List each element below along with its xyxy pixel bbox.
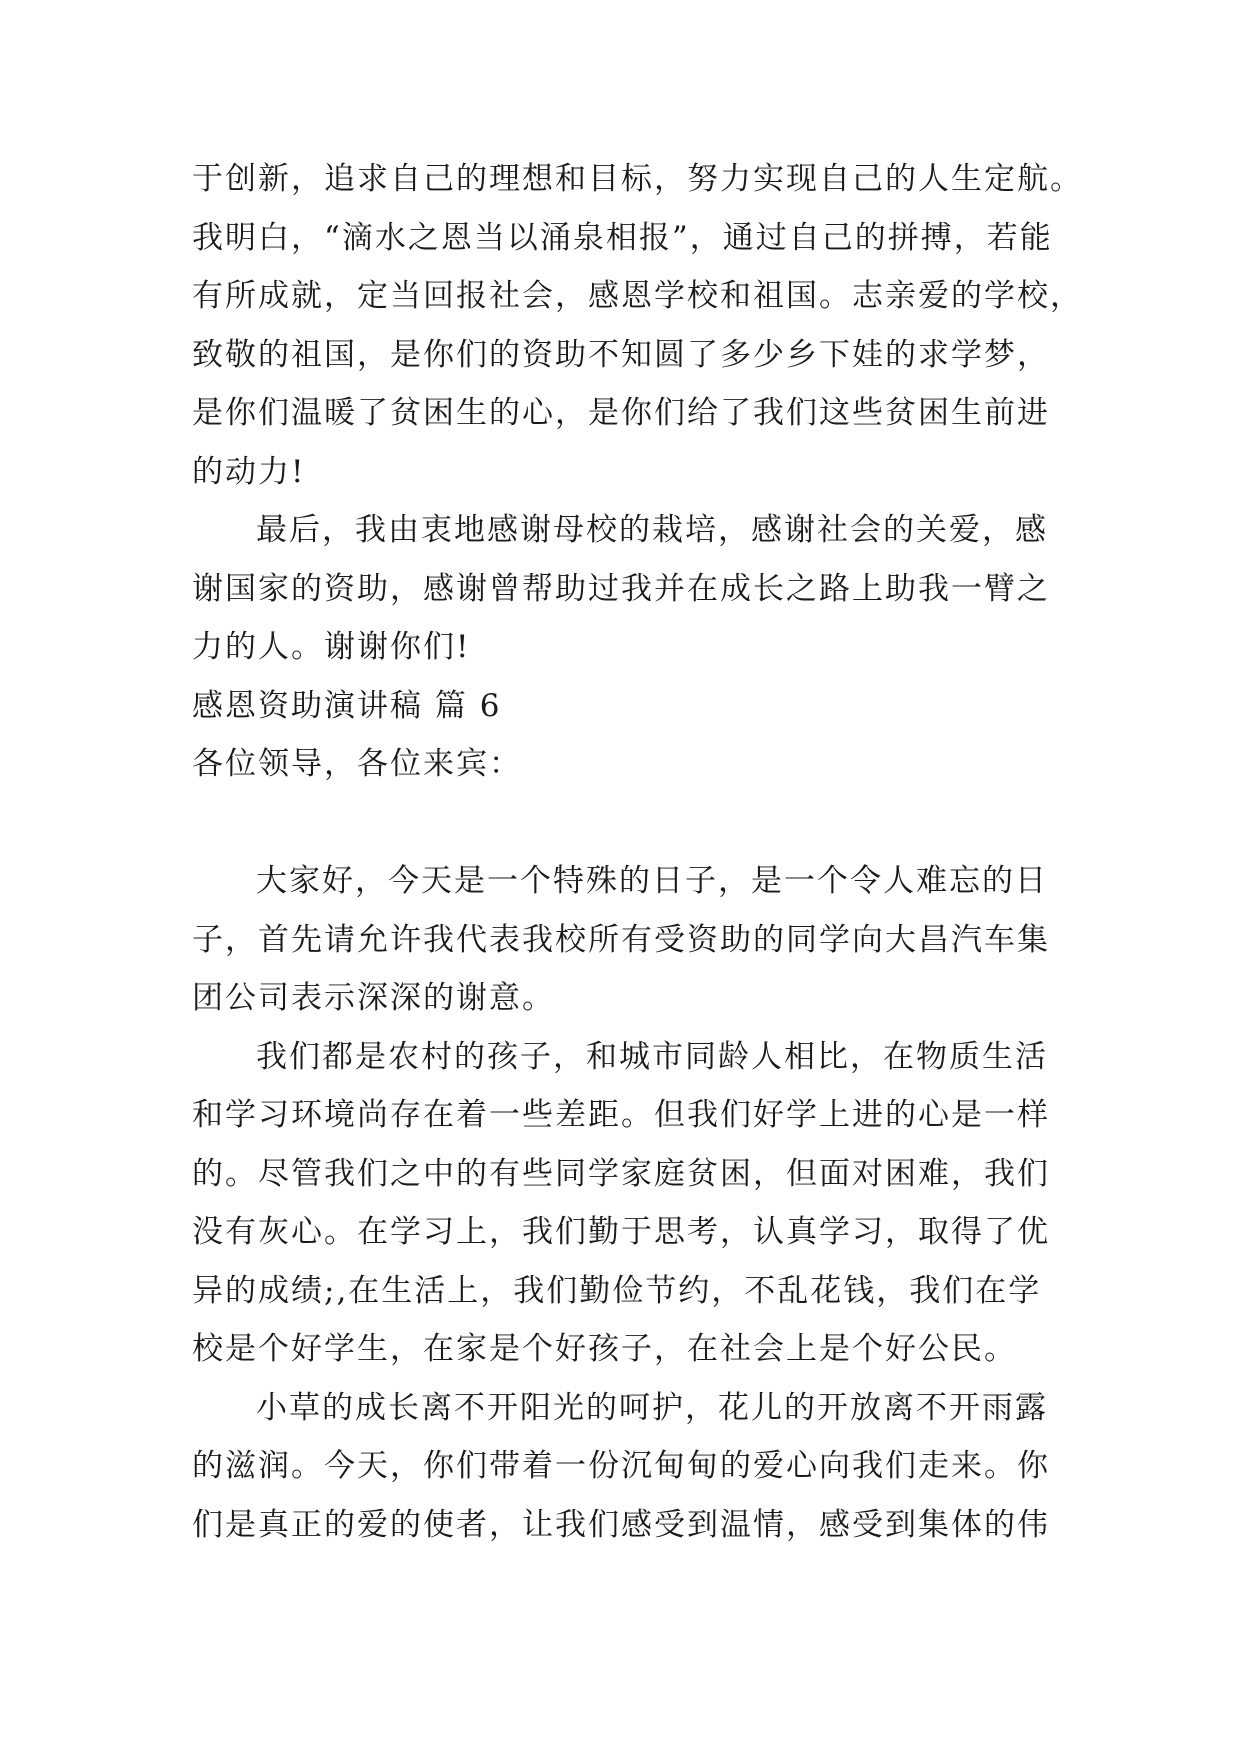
text-line: 团公司表示深深的谢意。 bbox=[192, 980, 555, 1016]
text-line: 的动力! bbox=[192, 453, 306, 490]
text-line: 小草的成长离不开阳光的呵护，花儿的开放离不开雨露 bbox=[256, 1389, 1048, 1426]
text-line: 致敬的祖国，是你们的资助不知圆了多少乡下娃的求学梦， bbox=[192, 336, 1050, 373]
text-line: 是你们温暖了贫困生的心，是你们给了我们这些贫困生前进 bbox=[192, 395, 1050, 431]
text-line: 没有灰心。在学习上，我们勤于思考，认真学习，取得了优 bbox=[192, 1214, 1050, 1250]
text-line: 最后，我由衷地感谢母校的栽培，感谢社会的关爱，感 bbox=[256, 512, 1048, 548]
text-line: 谢国家的资助，感谢曾帮助过我并在成长之路上助我一臂之 bbox=[192, 570, 1050, 607]
text-line: 大家好，今天是一个特殊的日子，是一个令人难忘的日 bbox=[256, 863, 1048, 899]
paragraph-3 bbox=[192, 852, 1072, 1028]
text-line: 子，首先请允许我代表我校所有受资助的同学向大昌汽车集 bbox=[192, 921, 1050, 958]
paragraph-2 bbox=[192, 501, 1072, 677]
paragraph-1 bbox=[192, 150, 1083, 501]
text-line: 有所成就，定当回报社会，感恩学校和祖国。志亲爱的学校， bbox=[192, 278, 1083, 314]
text-line: 校是个好学生，在家是个好孩子，在社会上是个好公民。 bbox=[192, 1331, 1017, 1367]
text-line: 于创新，追求自己的理想和目标，努力实现自己的人生定航。 bbox=[192, 161, 1083, 197]
text-line: 们是真正的爱的使者，让我们感受到温情，感受到集体的伟 bbox=[192, 1506, 1050, 1543]
salutation: 各位领导，各位来宾： bbox=[192, 746, 522, 782]
text-line: 力的人。谢谢你们! bbox=[192, 629, 471, 665]
text-line: 我明白，“滴水之恩当以涌泉相报”，通过自己的拼搏，若能 bbox=[192, 219, 1053, 256]
document-body bbox=[192, 150, 1083, 1554]
text-line: 的。尽管我们之中的有些同学家庭贫困，但面对困难，我们 bbox=[192, 1155, 1050, 1192]
paragraph-4 bbox=[192, 1028, 1072, 1379]
text-line: 我们都是农村的孩子，和城市同龄人相比，在物质生活 bbox=[256, 1038, 1048, 1075]
paragraph-5 bbox=[192, 1379, 1072, 1555]
text-line: 的滋润。今天，你们带着一份沉甸甸的爱心向我们走来。你 bbox=[192, 1448, 1050, 1484]
text-line: 异的成绩;,在生活上，我们勤俭节约，不乱花钱，我们在学 bbox=[192, 1272, 1042, 1309]
text-line: 和学习环境尚存在着一些差距。但我们好学上进的心是一样 bbox=[192, 1097, 1050, 1133]
blank-line bbox=[192, 794, 1072, 853]
section-title: 感恩资助演讲稿 篇 6 bbox=[192, 687, 502, 724]
